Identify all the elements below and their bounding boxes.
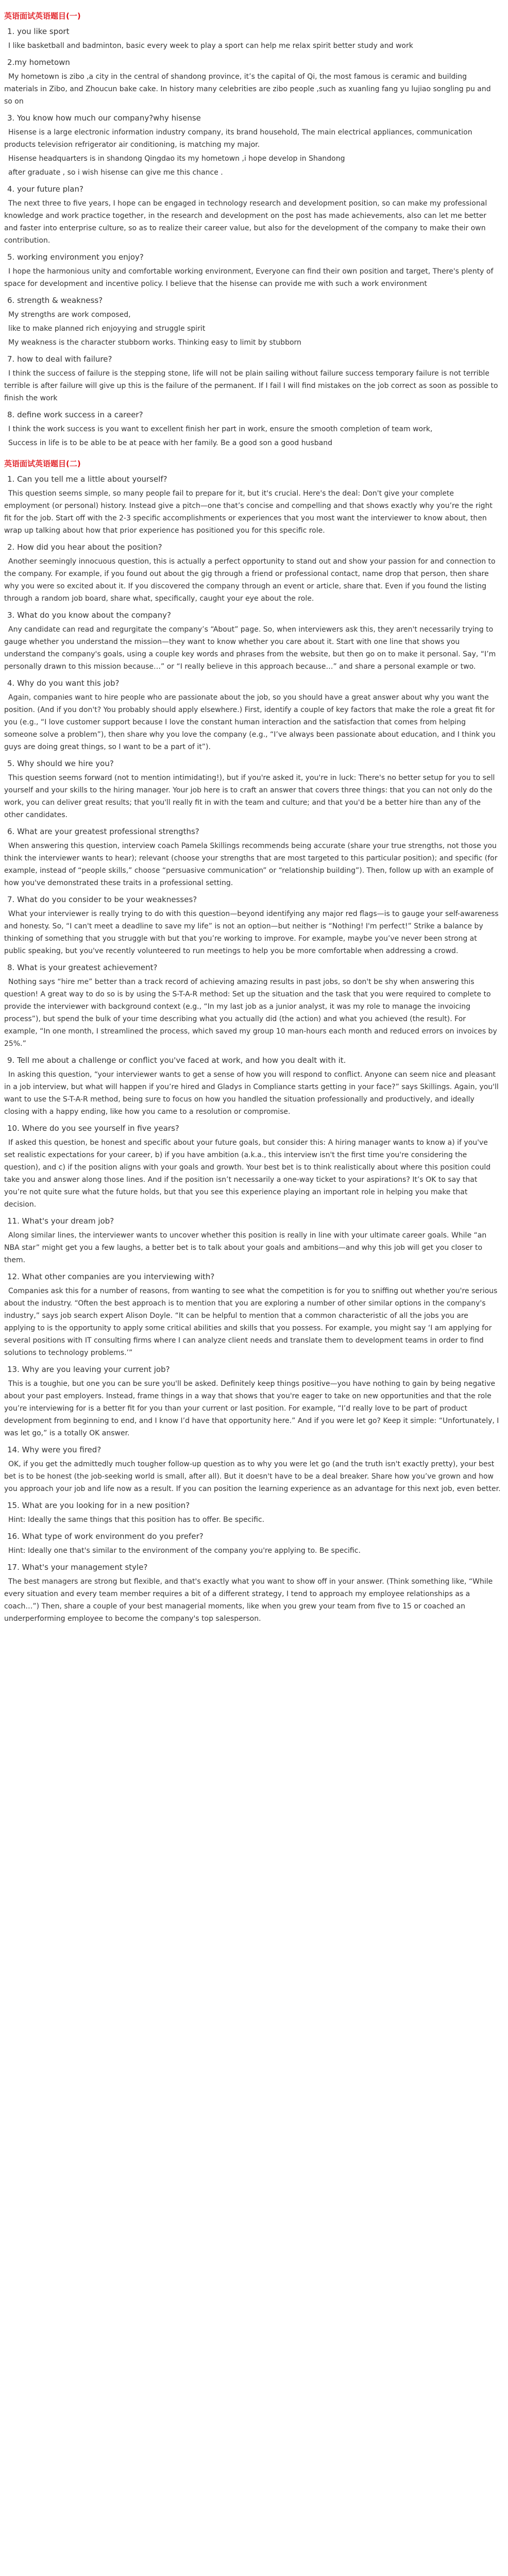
question-text: 1. you like sport [7, 27, 70, 36]
answer-paragraph: This is a toughie, but one you can be sure you'll be asked. Definitely keep things positive—you have nothing to gain by being negative about your past employers. Instead, frame things in a way that shows that you're eager to take on new opportunities and that the role you’re interviewing for is a better fit for you than your current or last position. For example, “I’d really love to be part of product development from beginning to end, and I know I’d have that opportunity here.” And if you were let go? Keep it simple: “Unfortunately, I was let go,” is a totally OK answer. [4, 1380, 499, 1437]
answer-paragraph: Along similar lines, the interviewer wants to uncover whether this position is really in line with your ultimate career goals. While “an NBA star” might get you a few laughs, a better bet is to talk about your goals and ambitions—and why this job will get you closer to them. [4, 1231, 487, 1264]
answer-paragraph: Companies ask this for a number of reasons, from wanting to see what the competition is for you to sniffing out whether you're serious about the industry. “Often the best approach is to mention that you are exploring a number of other similar options in the company's industry,” says job search expert Alison Doyle. “It can be helpful to mention that a common characteristic of all the jobs you are applying to is the opportunity to apply some critical abilities and skills that you possess. For example, you might say ‘I am applying for several positions with IT consulting firms where I can analyze client needs and translate them to development teams in order to find solutions to technology problems.’” [4, 1287, 498, 1357]
answer-paragraph: Success in life is to be able to be at peace with her family. Be a good son a good husband [8, 439, 332, 447]
question-text: 2.my hometown [7, 58, 70, 67]
answer-paragraph: Hisense is a large electronic information industry company, its brand household, The main electrical appliances, communication products television refrigerator air conditioning, is matching my major. [4, 128, 472, 149]
qa-block [0, 1055, 508, 1118]
qa-block [0, 295, 508, 349]
answer-paragraph: My weakness is the character stubborn works. Thinking easy to limit by stubborn [8, 338, 301, 347]
answer-paragraph: I think the work success is you want to excellent finish her part in work, ensure the smooth completion of team work, [8, 425, 433, 433]
qa-block [0, 826, 508, 889]
answer-paragraph: The best managers are strong but flexible, and that's exactly what you want to show off in your answer. (Think something like, “While every situation and every team member requires a bit of a different strategy, I tend to approach my employee relationships as a coach…”) Then, share a couple of your best managerial moments, like when you grew your team from five to 15 or coached an underperforming employee to become the company's top salesperson. [4, 1578, 493, 1623]
qa-block [0, 251, 508, 290]
question-text: 11. What's your dream job? [7, 1216, 114, 1226]
answer-paragraph: Hisense headquarters is in shandong Qingdao its my hometown ,i hope develop in Shandong [8, 155, 345, 163]
answer-paragraph: I think the success of failure is the stepping stone, life will not be plain sailing without failure success temporary failure is not terrible terrible is after failure will give up this is the failure of the permanent. If I fail I will find mistakes on the job correct as soon as possible to finish the work [4, 369, 498, 402]
qa-block [0, 1444, 508, 1495]
question-text: 7. how to deal with failure? [7, 354, 112, 364]
qa-block [0, 1364, 508, 1439]
qa-block [0, 353, 508, 404]
answer-paragraph: after graduate , so i wish hisense can give me this chance . [8, 168, 223, 177]
qa-block [0, 1562, 508, 1625]
question-text: 2. How did you hear about the position? [7, 543, 162, 552]
question-text: 8. What is your greatest achievement? [7, 963, 158, 972]
qa-block [0, 609, 508, 673]
qa-block [0, 183, 508, 247]
answer-paragraph: Any candidate can read and regurgitate the company’s “About” page. So, when interviewers ask this, they aren't necessarily trying to gauge whether you understand the mission—they want to know whether you care about it. Start with one line that shows you understand the company's goals, using a couple key words and phrases from the website, but then go on to make it personal. Say, “I’m personally drawn to this mission because…” or “I really believe in this approach because…” and share a personal example or two. [4, 625, 496, 671]
question-text: 10. Where do you see yourself in five years? [7, 1124, 179, 1133]
answer-paragraph: Again, companies want to hire people who are passionate about the job, so you should have a great answer about why you want the position. (And if you don't? You probably should apply elsewhere.) First, identify a couple of key factors that make the role a great fit for you (e.g., “I love customer support because I love the constant human interaction and the satisfaction that comes from helping someone solve a problem”), then share why you love the company (e.g., “I’ve always been passionate about education, and I think you guys are doing great things, so I want to be a part of it”). [4, 693, 496, 751]
question-text: 12. What other companies are you interviewing with? [7, 1272, 215, 1281]
question-text: 6. strength & weakness? [7, 296, 103, 305]
answer-paragraph: Hint: Ideally the same things that this position has to offer. Be specific. [8, 1516, 265, 1524]
question-text: 16. What type of work environment do you prefer? [7, 1532, 204, 1541]
answer-paragraph: This question seems forward (not to mention intimidating!), but if you're asked it, you're in luck: There's no better setup for you to sell yourself and your skills to the hiring manager. Your job here is to craft an answer that covers three things: that you can not only do the work, you can deliver great results; that you'll really fit in with the team and culture; and that you'd be a better hire than any of the other candidates. [4, 774, 495, 819]
qa-block [0, 1215, 508, 1266]
question-text: 5. working environment you enjoy? [7, 252, 144, 262]
answer-paragraph: OK, if you get the admittedly much tougher follow-up question as to why you were let go (and the truth isn't exactly pretty), your best bet is to be honest (the job-seeking world is small, after all). But it doesn't have to be a deal breaker. Share how you’ve grown and how you approach your job and life now as a result. If you can position the learning experience as an advantage for this next job, even better. [4, 1460, 501, 1493]
answer-paragraph: If asked this question, be honest and specific about your future goals, but consider this: A hiring manager wants to know a) if you've set realistic expectations for your career, b) if you have ambition (a.k.a., this interview isn't the first time you're considering the question), and c) if the position aligns with your goals and growth. Your best bet is to think realistically about where this position could take you and answer along those lines. And if the position isn’t necessarily a one-way ticket to your aspirations? It’s OK to say that you’re not quite sure what the future holds, but that you see this experience playing an important role in helping you make that decision. [4, 1139, 491, 1209]
qa-block [0, 1500, 508, 1526]
qa-block [0, 758, 508, 821]
question-text: 7. What do you consider to be your weaknesses? [7, 895, 197, 904]
answer-paragraph: In asking this question, “your interviewer wants to get a sense of how you will respond to conflict. Anyone can seem nice and pleasant in a job interview, but what will happen if you’re hired and Gladys in Compliance starts getting in your face?” says Skillings. Again, you'll want to use the S-T-A-R method, being sure to focus on how you handled the situation professionally and productively, and ideally closing with a happy ending, like how you came to a resolution or compromise. [4, 1071, 499, 1116]
question-text: 4. Why do you want this job? [7, 679, 120, 688]
answer-paragraph: My strengths are work composed, [8, 311, 131, 319]
qa-block [0, 57, 508, 108]
question-list-1 [0, 26, 508, 449]
question-text: 14. Why were you fired? [7, 1445, 101, 1454]
question-text: 4. your future plan? [7, 184, 83, 194]
section-title-2: 英语面试英语题目(二) [4, 459, 81, 468]
answer-paragraph: Nothing says “hire me” better than a track record of achieving amazing results in past jobs, so don't be shy when answering this question! A great way to do so is by using the S-T-A-R method: Set up the situation and the task that you were required to complete to provide the interviewer with background context (e.g., “In my last job as a junior analyst, it was my role to manage the invoicing process”), but spend the bulk of your time describing what you actually did (the action) and what you achieved (the result). For example, “In one month, I streamlined the process, which saved my group 10 man-hours each month and reduced errors on invoices by 25%.” [4, 978, 497, 1048]
qa-block [0, 26, 508, 52]
answer-paragraph: This question seems simple, so many people fail to prepare for it, but it's crucial. Here's the deal: Don't give your complete employment (or personal) history. Instead give a pitch—one that’s concise and compelling and that shows exactly why you’re the right fit for the job. Start off with the 2-3 specific accomplishments or experiences that you most want the interviewer to know about, then wrap up talking about how that prior experience has positioned you for this specific role. [4, 489, 493, 535]
answer-paragraph: The next three to five years, I hope can be engaged in technology research and development position, so can make my professional knowledge and work practice together, in the research and development on the post has made achievements, also can let me better and faster into enterprise culture, so as to realize their career value, but also for the development of the company to make their own contribution. [4, 199, 487, 245]
qa-block [0, 112, 508, 179]
question-list-2 [0, 473, 508, 1625]
section-title-1: 英语面试英语题目(一) [4, 11, 81, 21]
question-text: 3. What do you know about the company? [7, 611, 171, 620]
answer-paragraph: Another seemingly innocuous question, this is actually a perfect opportunity to stand out and show your passion for and connection to the company. For example, if you found out about the gig through a friend or professional contact, name drop that person, then share why you were so excited about it. If you discovered the company through an event or article, share that. Even if you found the listing through a random job board, share what, specifically, caught your eye about the role. [4, 557, 496, 603]
question-text: 5. Why should we hire you? [7, 759, 114, 768]
question-text: 13. Why are you leaving your current job? [7, 1365, 170, 1374]
answer-paragraph: like to make planned rich enjoyying and struggle spirit [8, 325, 206, 333]
qa-block [0, 677, 508, 753]
answer-paragraph: I like basketball and badminton, basic every week to play a sport can help me relax spirit better study and work [8, 42, 413, 50]
question-text: 8. define work success in a career? [7, 410, 143, 419]
answer-paragraph: My hometown is zibo ,a city in the central of shandong province, it’s the capital of Qi, the most famous is ceramic and building materials in Zibo, and Zhoucun bake cake. In history many celebrities are zibo people ,such as xuanling fang yu lujiao songling pu and so on [4, 73, 491, 106]
answer-paragraph: What your interviewer is really trying to do with this question—beyond identifying any major red flags—is to gauge your self-awareness and honesty. So, “I can't meet a deadline to save my life” is not an option—but neither is “Nothing! I'm perfect!” Strike a balance by thinking of something that you struggle with but that you’re working to improve. For example, maybe you’ve never been strong at public speaking, but you've recently volunteered to run meetings to help you be more comfortable when addressing a crowd. [4, 910, 499, 955]
answer-paragraph: I hope the harmonious unity and comfortable working environment, Everyone can find their own position and target, There's plenty of space for development and incentive policy. I believe that the hisense can provide me with such a work environment [4, 267, 494, 288]
question-text: 9. Tell me about a challenge or conflict you've faced at work, and how you dealt with it. [7, 1056, 346, 1065]
qa-block [0, 1123, 508, 1211]
question-text: 3. You know how much our company?why hisense [7, 113, 201, 123]
qa-block [0, 1271, 508, 1359]
qa-block [0, 541, 508, 605]
question-text: 6. What are your greatest professional strengths? [7, 827, 199, 836]
answer-paragraph: When answering this question, interview coach Pamela Skillings recommends being accurate (share your true strengths, not those you think the interviewer wants to hear); relevant (choose your strengths that are most targeted to this particular position); and specific (for example, instead of “people skills,” choose “persuasive communication” or “relationship building”). Then, follow up with an example of how you've demonstrated these traits in a professional setting. [4, 842, 498, 887]
answer-paragraph: Hint: Ideally one that's similar to the environment of the company you're applying to. Be specific. [8, 1547, 361, 1555]
qa-block [0, 473, 508, 537]
question-text: 15. What are you looking for in a new position? [7, 1501, 190, 1510]
question-text: 1. Can you tell me a little about yourself? [7, 474, 167, 484]
question-text: 17. What's your management style? [7, 1563, 148, 1572]
qa-block [0, 1531, 508, 1557]
qa-block [0, 894, 508, 957]
qa-block [0, 962, 508, 1050]
qa-block [0, 409, 508, 449]
